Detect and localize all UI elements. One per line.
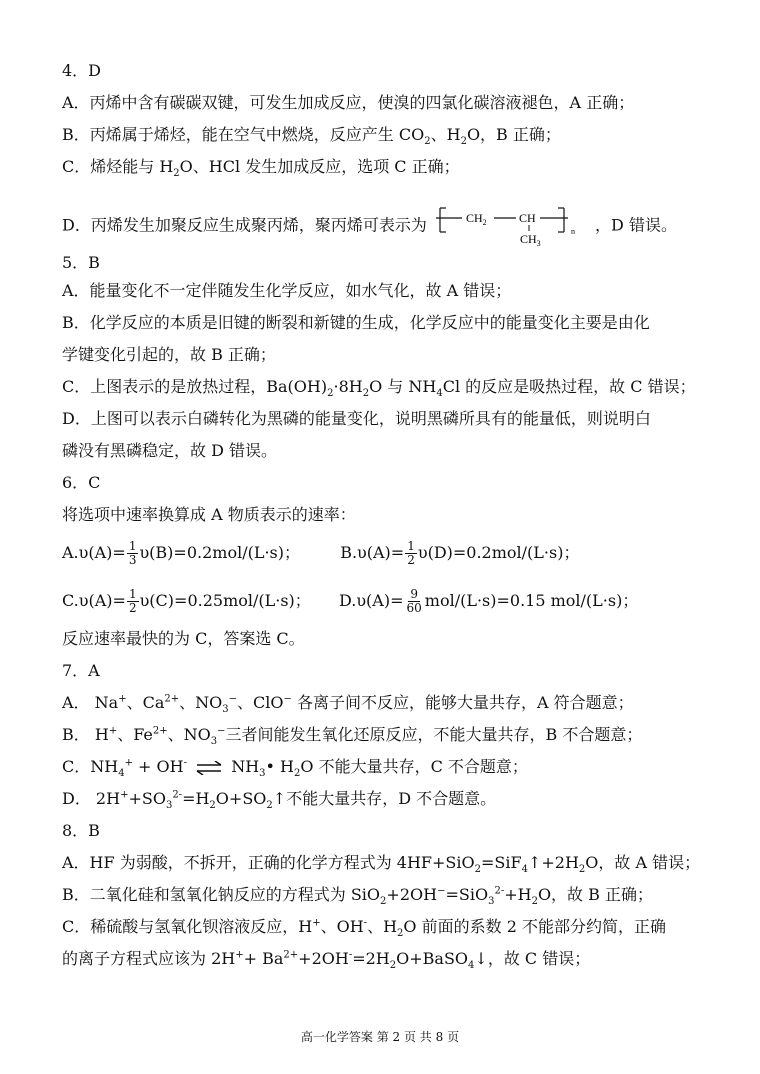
q6-cd-line: C.υ(A)= $\frac{1}{2}$ υ(C)=0.25mol/(L·s)； D.υ(A)= $\frac{9}{60}$ mol/(L·s)=0.15 mol/(L·s)； [62,587,639,615]
poly-ch2-label: $CH_2$ [465,211,487,227]
poly-ch3-label: $CH_3$ [519,232,541,248]
fraction-c: $\frac{1}{2}$ [128,587,137,615]
q8-option-b: B．二氧化硅和氢氧化钠反应的方程式为 $SiO_2+2OH^-=SiO_3^{2-}+H_2O$，故 B 正确； [62,885,653,908]
q7-heading: 7．A [62,661,100,680]
fraction-a: $\frac{1}{3}$ [128,539,137,567]
gas-arrow-icon: ↑ [272,789,287,808]
q6-intro: 将选项中速率换算成 A 物质表示的速率： [62,505,356,524]
poly-ch-label: CH [518,211,536,225]
q4-option-d: D．丙烯发生加聚反应生成聚丙烯，聚丙烯可表示为 $CH_2$ CH $CH_3$ n ，D 错误。 [62,204,720,248]
q5-heading: 5．B [62,253,100,272]
fraction-d: $\frac{9}{60}$ [406,587,422,615]
poly-n-label: n [570,227,575,236]
q8-heading: 8．B [62,821,100,840]
q8-option-c-line2: 的离子方程式应该为 $2H^++ Ba^{2+}+2OH^-=2H_2O+BaSO_4↓$，故 C 错误； [62,949,591,972]
q5-option-c: C．上图表示的是放热过程，$Ba(OH)_2\cdot 8H_2O$ 与 $NH_4Cl$ 的反应是吸热过程，故 C 错误； [62,377,696,400]
q5-option-a: A．能量变化不一定伴随发生化学反应，如水气化，故 A 错误； [62,281,512,300]
equilibrium-arrow-icon [195,761,223,775]
q5-option-b-line2: 学键变化引起的，故 B 正确； [62,345,276,364]
q8-option-a: A．HF 为弱酸，不拆开，正确的化学方程式为 $4HF+SiO_2=SiF_4↑+2H_2O$，故 A 错误； [62,853,701,876]
q4-option-a: A．丙烯中含有碳碳双键，可发生加成反应，使溴的四氯化碳溶液褪色，A 正确； [62,93,635,112]
page-footer: 高一化学答案 第 2 页 共 8 页 [300,1030,460,1044]
q5-option-d-line2: 磷没有黑磷稳定，故 D 错误。 [62,441,278,460]
q7-option-b: B． H+、$Fe^{2+}$、$NO_3^-$三者间能发生氧化还原反应，不能大量共存，B 不合题意； [62,725,643,748]
q6-ab-line: A.υ(A)= $\frac{1}{3}$ υ(B)=0.2mol/(L·s)； B.υ(A)= $\frac{1}{2}$ υ(D)=0.2mol/(L·s)； [62,539,580,567]
q4-option-c: C．烯烃能与 $H_2O$、HCl 发生加成反应，选项 C 正确； [62,157,460,180]
q5-option-d-line1: D．上图可以表示白磷转化为黑磷的能量变化，说明黑磷所具有的能量低，则说明白 [62,409,651,428]
polypropylene-structure [436,204,586,248]
q7-option-c: C．$NH_4^+ + OH^-$ $NH_3•$ $H_2O$ 不能大量共存，C 不合题意； [62,757,528,780]
q7-option-d: D． $2H^++SO_3^{2-}=H_2O+SO_2↑$不能大量共存，D 不合题意。 [62,789,497,812]
q8-option-c-line1: C．稀硫酸与氢氧化钡溶液反应，H+、OH-、$H_2O$ 前面的系数 2 不能部分约简，正确 [62,917,666,940]
q4-heading: 4．D [62,61,102,80]
q4-option-b: B．丙烯属于烯烃，能在空气中燃烧，反应产生 $CO_2$、$H_2O$，B 正确； [62,125,561,148]
q7-option-a: A． Na+、$Ca^{2+}$、$NO_3^-$、ClO− 各离子间不反应，能够大量共存，A 符合题意； [62,693,634,716]
q6-heading: 6．C [62,473,101,492]
fraction-b: $\frac{1}{2}$ [407,539,415,567]
q6-conclusion: 反应速率最快的为 C，答案选 C。 [62,629,305,648]
q5-option-b-line1: B．化学反应的本质是旧键的断裂和新键的生成，化学反应中的能量变化主要是由化 [62,313,650,332]
